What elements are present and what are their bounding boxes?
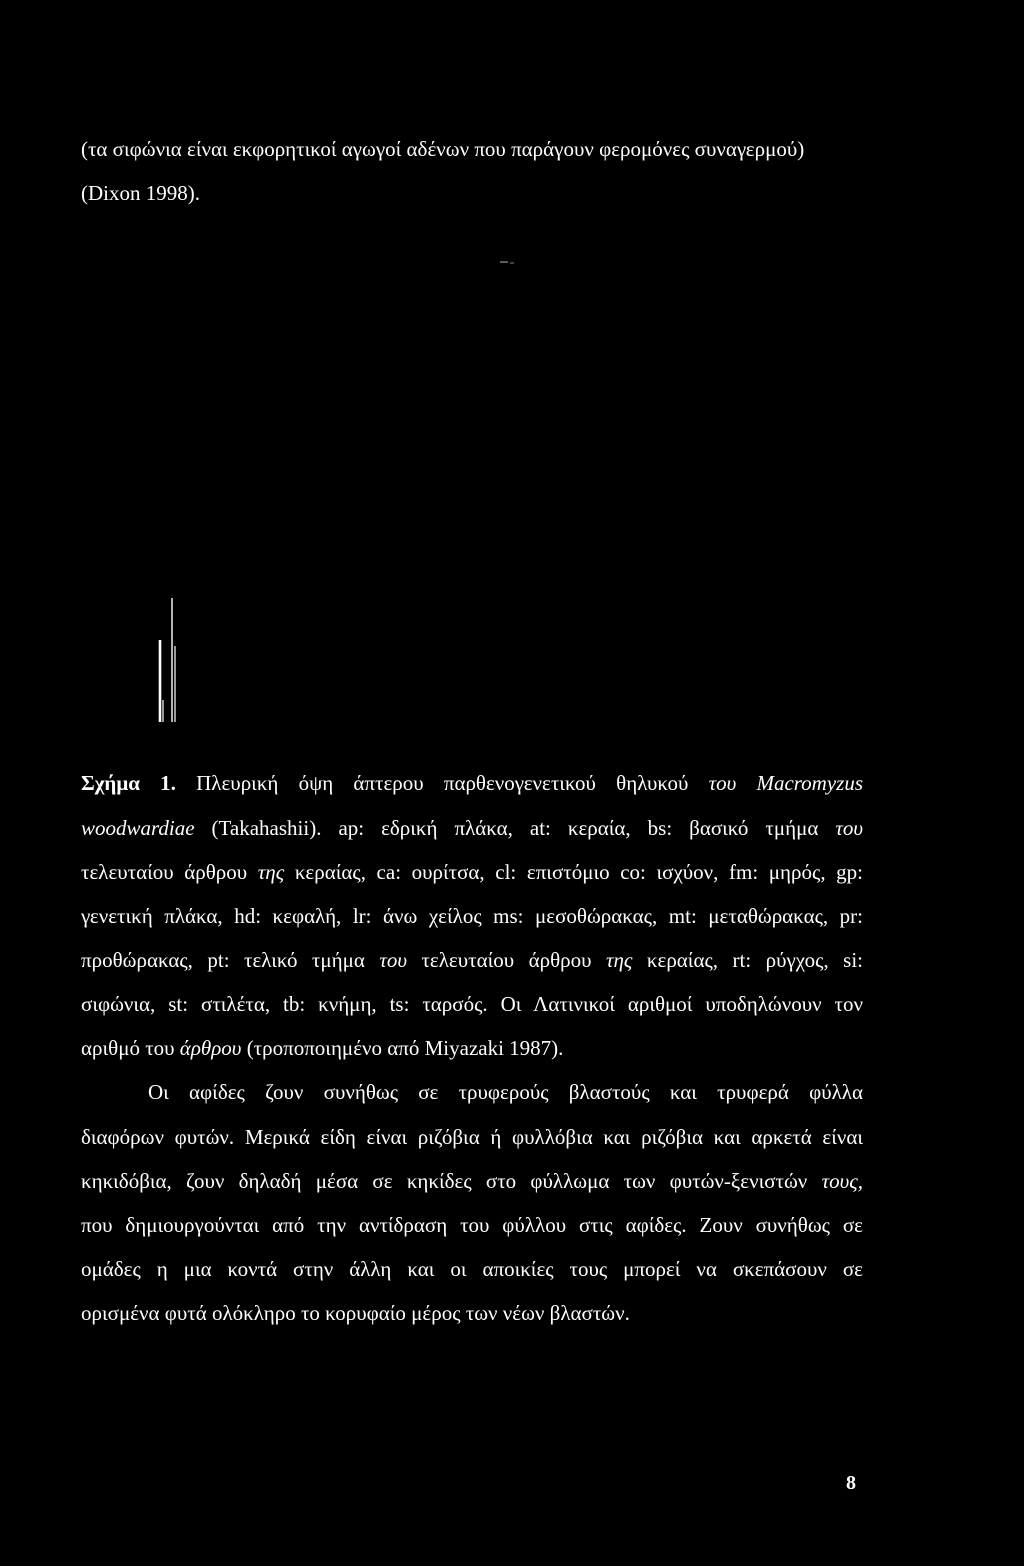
intro-line-1: (τα σιφώνια είναι εκφορητικοί αγωγοί αδένων που παράγουν φερομόνες συναγερμού) <box>81 137 805 161</box>
body-line-4: που δημιουργούνται από την αντίδραση του φύλλου στις αφίδες. Ζουν συνήθως σε <box>81 1213 863 1237</box>
body-line-5: ομάδες η μια κοντά στην άλλη και οι αποικίες τους μπορεί να σκεπάσουν σε <box>81 1257 863 1281</box>
body-line-3: κηκιδόβια, ζουν δηλαδή μέσα σε κηκίδες στο φύλλωμα των φυτών-ξενιστών τους, <box>81 1169 863 1193</box>
caption-line-1: Σχήμα 1. Πλευρική όψη άπτερου παρθενογενετικού θηλυκού του Macromyzus <box>81 771 863 795</box>
caption-line-7: αριθμό του άρθρου (τροποποιημένο από Miyazaki 1987). <box>81 1036 564 1060</box>
intro-line-2: (Dixon 1998). <box>81 181 200 205</box>
caption-line-6: σιφώνια, st: στιλέτα, tb: κνήμη, ts: ταρσός. Οι Λατινικοί αριθμοί υποδηλώνουν τον <box>81 992 863 1016</box>
body-line-1: Οι αφίδες ζουν συνήθως σε τρυφερούς βλαστούς και τρυφερά φύλλα <box>148 1080 863 1104</box>
figure-label: Σχήμα 1. <box>81 771 176 795</box>
body-line-2: διαφόρων φυτών. Μερικά είδη είναι ριζόβια ή φυλλόβια και ριζόβια και αρκετά είναι <box>81 1125 863 1149</box>
caption-line-5: προθώρακας, pt: τελικό τμήμα του τελευταίου άρθρου της κεραίας, rt: ρύγχος, si: <box>81 948 864 972</box>
page-number: 8 <box>846 1472 856 1494</box>
caption-line-4: γενετική πλάκα, hd: κεφαλή, lr: άνω χείλος ms: μεσοθώρακας, mt: μεταθώρακας, pr: <box>81 904 863 928</box>
caption-line-3: τελευταίου άρθρου της κεραίας, ca: ουρίτσα, cl: επιστόμιο co: ισχύον, fm: μηρός, gp: <box>81 860 864 884</box>
body-line-6: ορισμένα φυτά ολόκληρο το κορυφαίο μέρος των νέων βλαστών. <box>81 1301 630 1325</box>
caption-line-2: woodwardiae (Takahashii). ap: εδρική πλάκα, at: κεραία, bs: βασικό τμήμα του <box>81 816 863 840</box>
figure-aphid-illustration <box>0 0 1024 760</box>
